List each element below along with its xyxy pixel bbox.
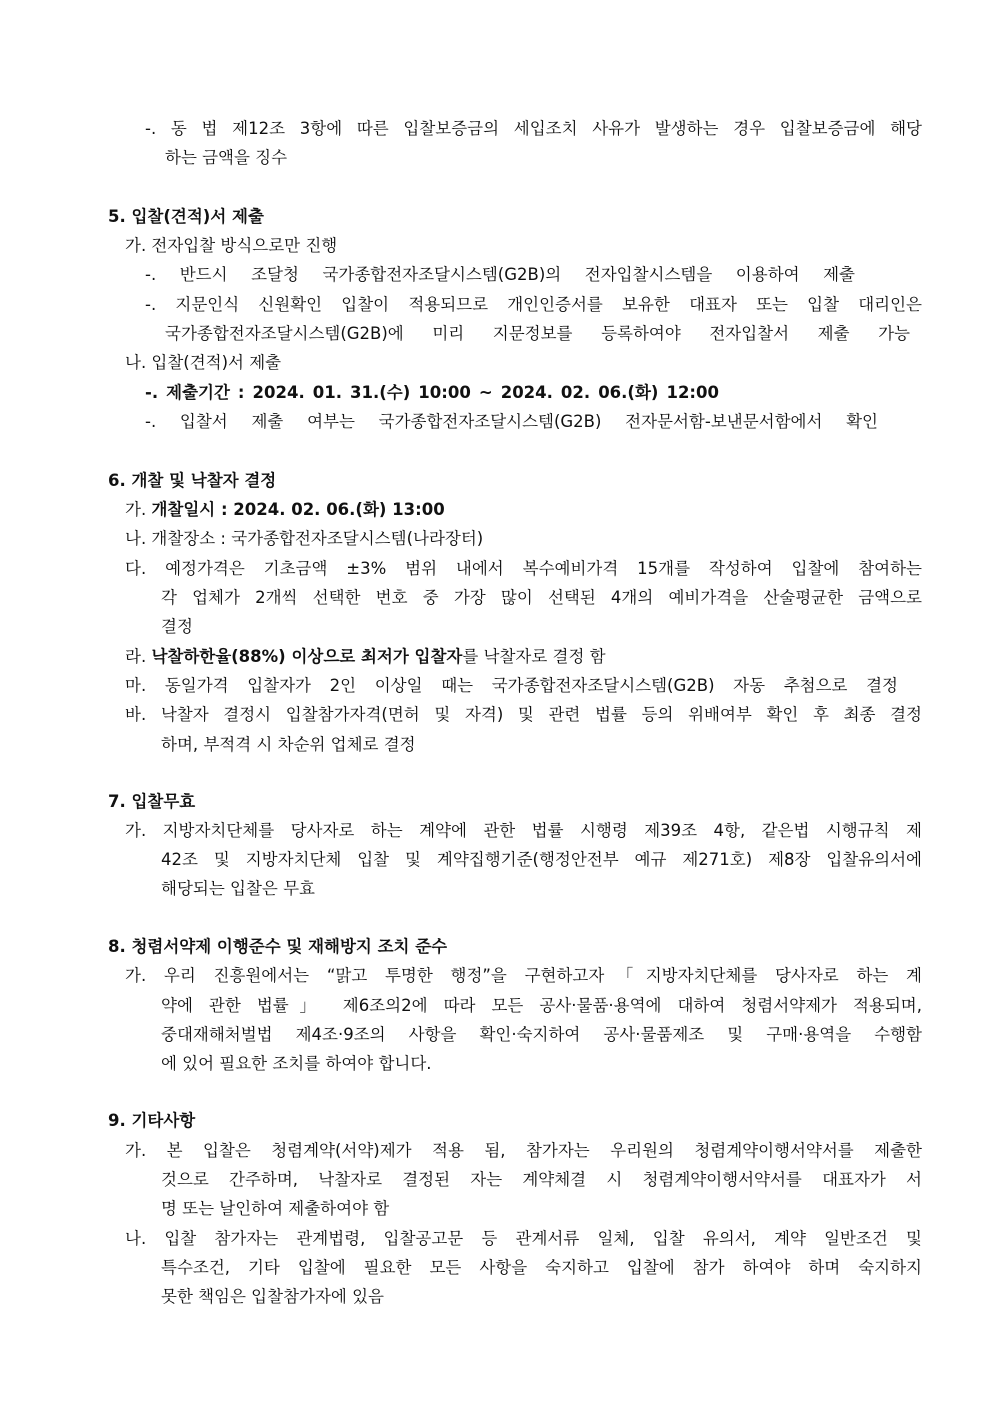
s6-item-ba-line-1: 바. 낙찰자 결정시 입찰참가자격(면허 및 자격) 및 관련 법률 등의 위배여부 확인 후 최종 결정	[125, 705, 922, 724]
s6-item-da-line-1: 다. 예정가격은 기초금액 ±3% 범위 내에서 복수예비가격 15개를 작성하여 입찰에 참여하는	[125, 559, 922, 578]
section-6-title: 6. 개찰 및 낙찰자 결정	[108, 471, 277, 490]
s5-ga-detail-2-line-1: -. 지문인식 신원확인 입찰이 적용되므로 개인인증서를 보유한 대표자 또는 입찰 대리인은	[145, 295, 922, 314]
s9-item-ga-line-1: 가. 본 입찰은 청렴계약(서약)제가 적용 됨, 참가자는 우리원의 청렴계약이행서약서를 제출한	[125, 1141, 922, 1160]
s9-item-na-line-2: 특수조건, 기타 입찰에 필요한 모든 사항을 숙지하고 입찰에 참가 하여야 하며 숙지하지	[161, 1258, 922, 1277]
s6-item-ga: 가. 개찰일시 : 2024. 02. 06.(화) 13:00	[125, 500, 445, 519]
s7-item-ga-line-1: 가. 지방자치단체를 당사자로 하는 계약에 관한 법률 시행령 제39조 4항, 같은법 시행규칙 제	[125, 821, 922, 840]
s6-ra-bold: 낙찰하한율(88%) 이상으로 최저가 입찰자	[151, 647, 463, 666]
section-7-title: 7. 입찰무효	[108, 792, 196, 811]
s6-item-da-line-2: 각 업체가 2개씩 선택한 번호 중 가장 많이 선택된 4개의 예비가격을 산술평균한 금액으로	[161, 588, 922, 607]
s6-item-da-line-3: 결정	[161, 617, 193, 636]
intro-line-2: 하는 금액을 징수	[165, 148, 288, 167]
s6-item-na: 나. 개찰장소 : 국가종합전자조달시스템(나라장터)	[125, 529, 484, 548]
section-9-title: 9. 기타사항	[108, 1111, 196, 1130]
s5-na-submission-period: -. 제출기간 : 2024. 01. 31.(수) 10:00 ~ 2024. 02. 06.(화) 12:00	[145, 383, 719, 402]
s5-ga-detail-2-line-2: 국가종합전자조달시스템(G2B)에 미리 지문정보를 등록하여야 전자입찰서 제출 가능	[165, 324, 910, 343]
s9-item-na-line-1: 나. 입찰 참가자는 관계법령, 입찰공고문 등 관계서류 일체, 입찰 유의서, 계약 일반조건 및	[125, 1229, 922, 1248]
s6-item-ma: 마. 동일가격 입찰자가 2인 이상일 때는 국가종합전자조달시스템(G2B) 자동 추첨으로 결정	[125, 676, 898, 695]
s5-item-na: 나. 입찰(견적)서 제출	[125, 353, 282, 372]
s9-item-ga-line-3: 명 또는 날인하여 제출하여야 함	[161, 1199, 390, 1218]
s6-ra-prefix: 라.	[125, 647, 152, 666]
s7-item-ga-line-2: 42조 및 지방자치단체 입찰 및 계약집행기준(행정안전부 예규 제271호) 제8장 입찰유의서에	[161, 850, 922, 869]
s9-item-na-line-3: 못한 책임은 입찰참가자에 있음	[161, 1287, 384, 1306]
s8-item-ga-line-1: 가. 우리 진흥원에서는 “맑고 투명한 행정”을 구현하고자「지방자치단체를 당사자로 하는 계	[125, 966, 922, 985]
s9-item-ga-line-2: 것으로 간주하며, 낙찰자로 결정된 자는 계약체결 시 청렴계약이행서약서를 대표자가 서	[161, 1170, 922, 1189]
s8-item-ga-line-3: 중대재해처벌법 제4조·9조의 사항을 확인·숙지하여 공사·물품제조 및 구매·용역을 수행함	[161, 1025, 922, 1044]
s5-ga-detail-1: -. 반드시 조달청 국가종합전자조달시스템(G2B)의 전자입찰시스템을 이용하여 제출	[145, 265, 855, 284]
s8-item-ga-line-4: 에 있어 필요한 조치를 하여야 합니다.	[161, 1054, 432, 1073]
intro-line-1: -. 동 법 제12조 3항에 따른 입찰보증금의 세입조치 사유가 발생하는 경우 입찰보증금에 해당	[145, 119, 922, 138]
section-8-title: 8. 청렴서약제 이행준수 및 재해방지 조치 준수	[108, 937, 448, 956]
s5-item-ga: 가. 전자입찰 방식으로만 진행	[125, 236, 338, 255]
section-5-title: 5. 입찰(견적)서 제출	[108, 207, 264, 226]
s5-na-detail-2: -. 입찰서 제출 여부는 국가종합전자조달시스템(G2B) 전자문서함-보낸문서함에서 확인	[145, 412, 878, 431]
s8-item-ga-line-2: 약에 관한 법률」 제6조의2에 따라 모든 공사·물품·용역에 대하여 청렴서약제가 적용되며,	[161, 996, 922, 1015]
s6-item-ba-line-2: 하며, 부적격 시 차순위 업체로 결정	[161, 735, 416, 754]
s6-ra-rest: 를 낙찰자로 결정 함	[462, 647, 606, 666]
s6-item-ra	[125, 646, 606, 668]
s7-item-ga-line-3: 해당되는 입찰은 무효	[161, 879, 315, 898]
